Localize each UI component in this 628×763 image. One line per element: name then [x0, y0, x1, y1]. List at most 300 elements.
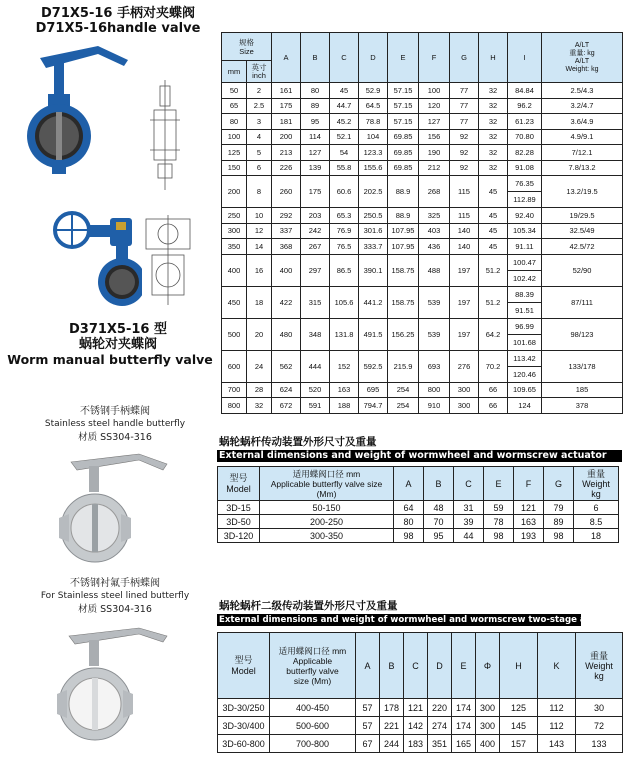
cell-mm: 500	[222, 318, 247, 350]
cell-e: 98	[484, 529, 514, 543]
cell-h: 66	[479, 398, 508, 414]
cell-i: 76.35	[508, 176, 542, 192]
cell-f: 163	[514, 515, 544, 529]
cell-c: 152	[330, 350, 359, 382]
cell-d: 695	[359, 382, 388, 398]
worm-valve-image	[52, 210, 142, 310]
cell-c: 44	[454, 529, 484, 543]
cell-size: 200-250	[260, 515, 394, 529]
cell-g: 77	[450, 83, 479, 99]
table-row	[222, 223, 623, 239]
cell-f: 693	[419, 350, 450, 382]
cell-b: 221	[380, 717, 404, 735]
cell-c: 55.8	[330, 160, 359, 176]
col-e-header: E	[388, 33, 419, 83]
cell-b: 95	[301, 114, 330, 130]
cell-g: 140	[450, 223, 479, 239]
cell-size: 50-150	[260, 501, 394, 515]
col-b-header: B	[301, 33, 330, 83]
cell-g: 77	[450, 98, 479, 114]
ss-handle-en: Stainless steel handle butterfly	[44, 419, 186, 429]
cell-weight: 4.9/9.1	[542, 129, 623, 145]
cell-c: 45	[330, 83, 359, 99]
cell-w: 8.5	[574, 515, 619, 529]
cell-h: 32	[479, 83, 508, 99]
cell-model: 3D-15	[218, 501, 260, 515]
cell-g: 92	[450, 145, 479, 161]
col-c-header: C	[330, 33, 359, 83]
cell-inch: 2.5	[247, 98, 272, 114]
cell-e: 69.85	[388, 160, 419, 176]
cell-i: 109.65	[508, 382, 542, 398]
cell-inch: 5	[247, 145, 272, 161]
cell-g: 92	[450, 129, 479, 145]
worm-col-f: F	[514, 467, 544, 501]
col-i-header: I	[508, 33, 542, 83]
cell-e: 158.75	[388, 286, 419, 318]
col-d-header: D	[359, 33, 388, 83]
cell-f: 539	[419, 318, 450, 350]
cell-e: 107.95	[388, 239, 419, 255]
cell-h: 32	[479, 160, 508, 176]
cell-i: 92.40	[508, 208, 542, 224]
cell-g: 89	[544, 515, 574, 529]
cell-f: 121	[514, 501, 544, 515]
cell-a: 480	[272, 318, 301, 350]
cell-mm: 125	[222, 145, 247, 161]
two-col-phi: Φ	[476, 633, 500, 699]
cell-mm: 250	[222, 208, 247, 224]
cell-inch: 24	[247, 350, 272, 382]
cell-e: 59	[484, 501, 514, 515]
cell-i: 70.80	[508, 129, 542, 145]
cell-e: 57.15	[388, 98, 419, 114]
cell-f: 127	[419, 114, 450, 130]
cell-weight: 3.6/4.9	[542, 114, 623, 130]
cell-f: 325	[419, 208, 450, 224]
cell-model: 3D-60-800	[218, 735, 270, 753]
handle-valve-image	[18, 38, 138, 178]
two-stage-title-en: External dimensions and weight of wormwheel and wormscrew two-stage actuator	[219, 615, 622, 625]
cell-h: 64.2	[479, 318, 508, 350]
cell-g: 197	[450, 318, 479, 350]
two-weight-header: 重量 Weight kg	[576, 633, 623, 699]
cell-h: 45	[479, 176, 508, 208]
table-row	[222, 208, 623, 224]
cell-a: 67	[356, 735, 380, 753]
two-stage-actuator-table	[217, 632, 623, 753]
cell-b: 114	[301, 129, 330, 145]
cell-c: 60.6	[330, 176, 359, 208]
cell-c: 188	[330, 398, 359, 414]
cell-model: 3D-50	[218, 515, 260, 529]
cell-inch: 8	[247, 176, 272, 208]
cell-i: 84.84	[508, 83, 542, 99]
cell-d: 250.5	[359, 208, 388, 224]
cell-i: 91.08	[508, 160, 542, 176]
cell-b: 267	[301, 239, 330, 255]
two-col-k: K	[538, 633, 576, 699]
cell-d: 441.2	[359, 286, 388, 318]
table-row	[222, 350, 623, 366]
cell-inch: 12	[247, 223, 272, 239]
cell-a: 161	[272, 83, 301, 99]
cell-weight: 378	[542, 398, 623, 414]
cell-b: 315	[301, 286, 330, 318]
two-col-d: D	[428, 633, 452, 699]
cell-d: 491.5	[359, 318, 388, 350]
worm-col-c: C	[454, 467, 484, 501]
cell-h: 32	[479, 145, 508, 161]
cell-i: 100.47	[508, 254, 542, 270]
title1-en: D71X5-16handle valve	[35, 21, 201, 36]
table-row	[218, 735, 623, 753]
two-col-h: H	[500, 633, 538, 699]
worm-table-title-cn: 蜗轮蜗杆传动装置外形尺寸及重量	[219, 436, 377, 448]
cell-f: 190	[419, 145, 450, 161]
cell-inch: 6	[247, 160, 272, 176]
cell-h: 66	[479, 382, 508, 398]
cell-d: 333.7	[359, 239, 388, 255]
title2-cn-a: D371X5-16 型	[68, 322, 167, 337]
cell-c: 105.6	[330, 286, 359, 318]
ss-lined-mat: 材质 SS304-316	[78, 604, 152, 615]
cell-f: 539	[419, 286, 450, 318]
two-stage-title-cn: 蜗轮蜗杆二级传动装置外形尺寸及重量	[219, 600, 398, 612]
cell-weight: 98/123	[542, 318, 623, 350]
cell-g: 300	[450, 382, 479, 398]
table-row	[222, 286, 623, 302]
cell-weight: 2.5/4.3	[542, 83, 623, 99]
cell-b: 175	[301, 176, 330, 208]
cell-e: 78	[484, 515, 514, 529]
cell-e: 174	[452, 717, 476, 735]
cell-i: 124	[508, 398, 542, 414]
cell-h: 45	[479, 208, 508, 224]
cell-b: 348	[301, 318, 330, 350]
cell-c: 39	[454, 515, 484, 529]
worm-valve-drawing	[138, 215, 198, 305]
worm-model-header: 型号 Model	[218, 467, 260, 501]
cell-size: 300-350	[260, 529, 394, 543]
cell-w: 30	[576, 699, 623, 717]
table-row	[218, 717, 623, 735]
cell-b: 139	[301, 160, 330, 176]
cell-g: 115	[450, 208, 479, 224]
cell-b: 127	[301, 145, 330, 161]
cell-inch: 28	[247, 382, 272, 398]
cell-weight: 3.2/4.7	[542, 98, 623, 114]
ss-handle-cn: 不锈钢手柄蝶阀	[80, 406, 150, 417]
cell-i: 105.34	[508, 223, 542, 239]
cell-d: 64.5	[359, 98, 388, 114]
ss-lined-cn: 不锈钢衬氟手柄蝶阀	[70, 578, 160, 589]
cell-c: 44.7	[330, 98, 359, 114]
cell-w: 18	[574, 529, 619, 543]
cell-a: 57	[356, 699, 380, 717]
cell-i: 82.28	[508, 145, 542, 161]
cell-h: 51.2	[479, 254, 508, 286]
cell-b: 244	[380, 735, 404, 753]
cell-a: 400	[272, 254, 301, 286]
ss-handle-mat: 材质 SS304-316	[78, 432, 152, 443]
cell-f: 156	[419, 129, 450, 145]
cell-a: 98	[394, 529, 424, 543]
cell-weight: 133/178	[542, 350, 623, 382]
cell-i: 102.42	[508, 270, 542, 286]
cell-e: 57.15	[388, 83, 419, 99]
table-row	[222, 145, 623, 161]
cell-d: 202.5	[359, 176, 388, 208]
cell-g: 98	[544, 529, 574, 543]
two-model-header: 型号 Model	[218, 633, 270, 699]
worm-weight-header: 重量 Weight kg	[574, 467, 619, 501]
cell-f: 268	[419, 176, 450, 208]
cell-e: 88.9	[388, 176, 419, 208]
cell-a: 175	[272, 98, 301, 114]
cell-weight: 32.5/49	[542, 223, 623, 239]
cell-g: 92	[450, 160, 479, 176]
cell-weight: 87/111	[542, 286, 623, 318]
cell-inch: 20	[247, 318, 272, 350]
cell-d: 390.1	[359, 254, 388, 286]
ss-lined-valve-image	[55, 622, 175, 752]
table-row	[222, 318, 623, 334]
cell-mm: 350	[222, 239, 247, 255]
table-row	[222, 129, 623, 145]
cell-model: 3D-30/400	[218, 717, 270, 735]
cell-d: 301.6	[359, 223, 388, 239]
cell-a: 672	[272, 398, 301, 414]
cell-i: 120.46	[508, 366, 542, 382]
cell-c: 86.5	[330, 254, 359, 286]
cell-inch: 16	[247, 254, 272, 286]
cell-mm: 50	[222, 83, 247, 99]
table-row	[222, 398, 623, 414]
cell-h: 32	[479, 114, 508, 130]
cell-i: 96.99	[508, 318, 542, 334]
table-row	[222, 83, 623, 99]
cell-d: 794.7	[359, 398, 388, 414]
two-col-e: E	[452, 633, 476, 699]
cell-f: 910	[419, 398, 450, 414]
cell-i: 113.42	[508, 350, 542, 366]
cell-h: 32	[479, 98, 508, 114]
ss-lined-en: For Stainless steel lined butterfly	[40, 591, 190, 601]
cell-d: 351	[428, 735, 452, 753]
cell-k: 143	[538, 735, 576, 753]
worm-table-title-en: External dimensions and weight of wormwheel and wormscrew actuator	[217, 450, 622, 462]
cell-a: 200	[272, 129, 301, 145]
cell-weight: 7.8/13.2	[542, 160, 623, 176]
cell-h: 145	[500, 717, 538, 735]
cell-f: 212	[419, 160, 450, 176]
cell-mm: 100	[222, 129, 247, 145]
cell-k: 112	[538, 717, 576, 735]
cell-inch: 10	[247, 208, 272, 224]
cell-a: 80	[394, 515, 424, 529]
cell-d: 78.8	[359, 114, 388, 130]
table-row	[222, 239, 623, 255]
col-h-header: H	[479, 33, 508, 83]
table-row	[218, 515, 619, 529]
cell-c: 65.3	[330, 208, 359, 224]
two-col-c: C	[404, 633, 428, 699]
col-a-header: A	[272, 33, 301, 83]
cell-mm: 450	[222, 286, 247, 318]
table-row	[222, 114, 623, 130]
cell-e: 254	[388, 398, 419, 414]
cell-a: 57	[356, 717, 380, 735]
cell-mm: 150	[222, 160, 247, 176]
cell-d: 155.6	[359, 160, 388, 176]
cell-model: 3D-120	[218, 529, 260, 543]
mm-header: mm	[222, 61, 247, 83]
cell-c: 121	[404, 699, 428, 717]
cell-a: 368	[272, 239, 301, 255]
cell-d: 123.3	[359, 145, 388, 161]
cell-h: 45	[479, 223, 508, 239]
cell-b: 242	[301, 223, 330, 239]
cell-mm: 200	[222, 176, 247, 208]
cell-a: 226	[272, 160, 301, 176]
handle-valve-drawing	[140, 80, 190, 190]
cell-g: 140	[450, 239, 479, 255]
cell-a: 213	[272, 145, 301, 161]
table-row	[218, 699, 623, 717]
cell-weight: 42.5/72	[542, 239, 623, 255]
cell-i: 61.23	[508, 114, 542, 130]
cell-f: 193	[514, 529, 544, 543]
cell-e: 174	[452, 699, 476, 717]
weight-header: A/LT 重量: kg A/LT Weight: kg	[542, 33, 623, 83]
cell-e: 88.9	[388, 208, 419, 224]
cell-mm: 400	[222, 254, 247, 286]
table-row	[222, 98, 623, 114]
cell-model: 3D-30/250	[218, 699, 270, 717]
cell-g: 197	[450, 286, 479, 318]
cell-c: 163	[330, 382, 359, 398]
title2-en: Worm manual butterfly valve	[7, 352, 213, 367]
cell-b: 444	[301, 350, 330, 382]
cell-weight: 185	[542, 382, 623, 398]
cell-b: 48	[424, 501, 454, 515]
cell-size: 700-800	[270, 735, 356, 753]
cell-weight: 52/90	[542, 254, 623, 286]
cell-f: 488	[419, 254, 450, 286]
cell-mm: 300	[222, 223, 247, 239]
cell-e: 69.85	[388, 145, 419, 161]
cell-a: 292	[272, 208, 301, 224]
table-row	[218, 529, 619, 543]
cell-a: 181	[272, 114, 301, 130]
table-row	[222, 176, 623, 192]
cell-inch: 4	[247, 129, 272, 145]
cell-mm: 80	[222, 114, 247, 130]
cell-b: 80	[301, 83, 330, 99]
cell-g: 300	[450, 398, 479, 414]
cell-d: 52.9	[359, 83, 388, 99]
title1-cn: D71X5-16 手柄对夹蝶阀	[41, 6, 195, 21]
cell-c: 183	[404, 735, 428, 753]
cell-f: 100	[419, 83, 450, 99]
cell-h: 157	[500, 735, 538, 753]
cell-c: 131.8	[330, 318, 359, 350]
cell-i: 112.89	[508, 192, 542, 208]
size-header: 规格 Size	[222, 33, 272, 61]
cell-b: 89	[301, 98, 330, 114]
cell-c: 54	[330, 145, 359, 161]
cell-c: 76.5	[330, 239, 359, 255]
table-row	[222, 382, 623, 398]
cell-f: 120	[419, 98, 450, 114]
cell-g: 79	[544, 501, 574, 515]
cell-e: 215.9	[388, 350, 419, 382]
cell-mm: 65	[222, 98, 247, 114]
cell-i: 101.68	[508, 334, 542, 350]
cell-g: 77	[450, 114, 479, 130]
cell-i: 91.11	[508, 239, 542, 255]
cell-i: 96.2	[508, 98, 542, 114]
cell-b: 520	[301, 382, 330, 398]
cell-g: 276	[450, 350, 479, 382]
cell-b: 178	[380, 699, 404, 717]
worm-col-g: G	[544, 467, 574, 501]
col-g-header: G	[450, 33, 479, 83]
cell-i: 88.39	[508, 286, 542, 302]
ss-handle-valve-image	[55, 448, 175, 568]
cell-w: 133	[576, 735, 623, 753]
cell-h: 51.2	[479, 286, 508, 318]
cell-c: 142	[404, 717, 428, 735]
cell-inch: 3	[247, 114, 272, 130]
cell-d: 104	[359, 129, 388, 145]
cell-d: 274	[428, 717, 452, 735]
cell-g: 115	[450, 176, 479, 208]
two-size-header: 适用蝶阀口径 mm Applicable butterfly valve size (Mm)	[270, 633, 356, 699]
cell-c: 45.2	[330, 114, 359, 130]
cell-h: 70.2	[479, 350, 508, 382]
worm-col-b: B	[424, 467, 454, 501]
cell-weight: 7/12.1	[542, 145, 623, 161]
title2-cn-b: 蜗轮对夹蝶阀	[78, 337, 157, 352]
table-row	[218, 501, 619, 515]
cell-b: 297	[301, 254, 330, 286]
cell-a: 562	[272, 350, 301, 382]
cell-mm: 600	[222, 350, 247, 382]
cell-e: 156.25	[388, 318, 419, 350]
table-row	[222, 160, 623, 176]
cell-w: 6	[574, 501, 619, 515]
main-dimension-table	[221, 32, 623, 414]
table-row	[222, 254, 623, 270]
cell-e: 69.85	[388, 129, 419, 145]
cell-d: 592.5	[359, 350, 388, 382]
cell-a: 337	[272, 223, 301, 239]
cell-c: 52.1	[330, 129, 359, 145]
cell-e: 254	[388, 382, 419, 398]
cell-phi: 300	[476, 699, 500, 717]
cell-h: 32	[479, 129, 508, 145]
col-f-header: F	[419, 33, 450, 83]
cell-phi: 400	[476, 735, 500, 753]
cell-w: 72	[576, 717, 623, 735]
worm-col-a: A	[394, 467, 424, 501]
cell-h: 45	[479, 239, 508, 255]
two-col-b: B	[380, 633, 404, 699]
cell-size: 500-600	[270, 717, 356, 735]
inch-header: 英寸 inch	[247, 61, 272, 83]
